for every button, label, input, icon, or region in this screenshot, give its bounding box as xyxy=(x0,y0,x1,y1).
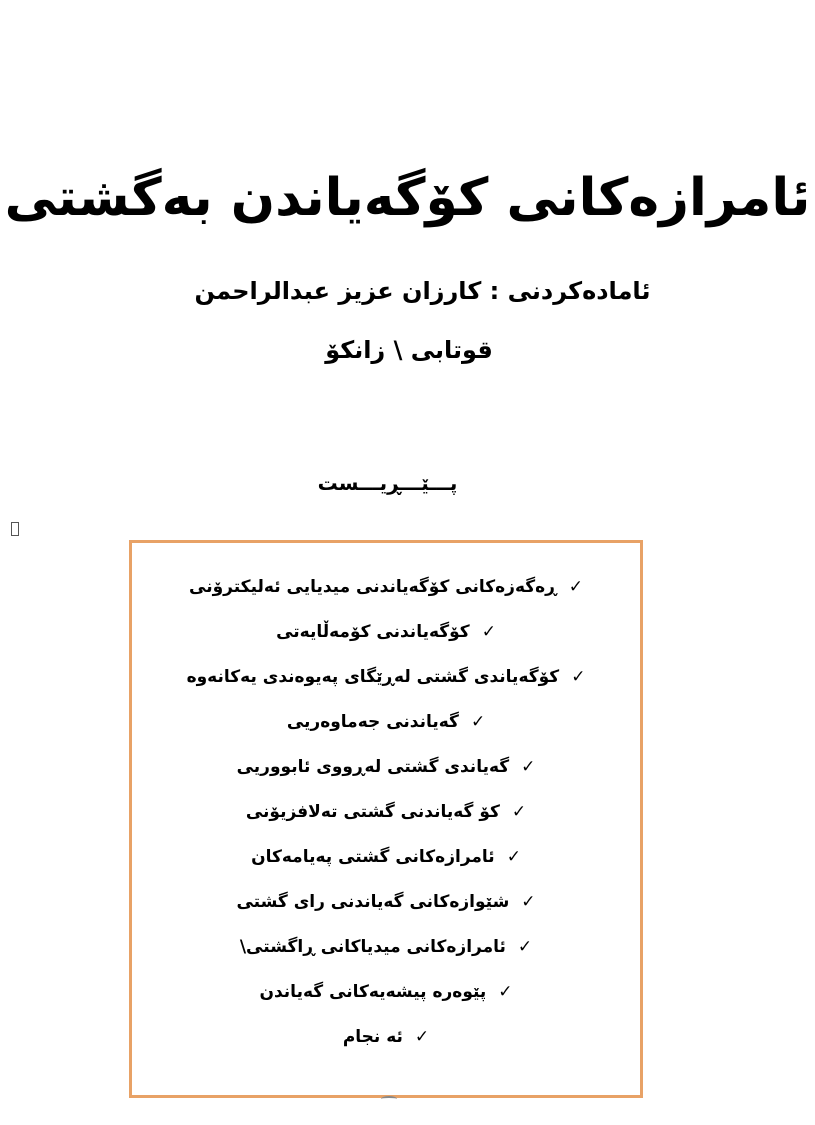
check-mark-icon: ✓ xyxy=(414,1026,430,1047)
toc-item-label: ڕەگەزەکانی کۆگەیاندنی میدیایی ئەلیکترۆنی xyxy=(189,576,557,597)
toc-item-label: گەیاندنی جەماوەریی xyxy=(286,711,459,732)
document-title: ئامرازەکانی کۆگەیاندن بەگشتی xyxy=(4,168,811,228)
toc-item-label: کۆگەیاندی گشتی لەڕێگای پەیوەندی یەکانەوە xyxy=(186,666,560,687)
toc-item-label: گەیاندی گشتی لەڕووی ئابووریی xyxy=(236,756,510,777)
check-mark-icon: ✓ xyxy=(521,891,536,912)
toc-item xyxy=(132,969,640,1014)
check-mark-icon: ✓ xyxy=(498,981,513,1002)
affiliation-line: قوتابی \ زانکۆ xyxy=(325,336,493,364)
toc-item-label: ئامرازەکانی گشتی پەیامەکان xyxy=(251,846,495,867)
check-mark-icon: ✓ xyxy=(521,756,536,777)
toc-item-label: کۆ گەیاندنی گشتی تەلافزیۆنی xyxy=(245,801,500,822)
toc-item-label: پێوەرە پیشەیەکانی گەیاندن xyxy=(259,981,487,1002)
check-mark-icon: ✓ xyxy=(470,711,486,732)
toc-item xyxy=(132,924,640,969)
author-line: ئامادەکردنی : کارزان عزیز عبدالراحمن xyxy=(194,277,651,305)
toc-item xyxy=(132,1014,640,1059)
check-mark-icon: ✓ xyxy=(506,846,521,867)
check-mark-icon: ✓ xyxy=(517,936,533,957)
check-mark-icon: ✓ xyxy=(511,801,527,822)
check-mark-icon: ✓ xyxy=(481,621,496,642)
toc-item xyxy=(132,879,640,924)
toc-box xyxy=(129,540,643,1098)
toc-item xyxy=(132,654,640,699)
missing-glyph-icon xyxy=(11,522,19,536)
toc-item-label: شێوازەکانی گەیاندنی رای گشتی xyxy=(236,891,510,912)
toc-item xyxy=(132,564,640,609)
toc-item-label: ئە نجام xyxy=(342,1026,403,1047)
toc-heading: پـــێـــڕیـــست xyxy=(317,471,458,495)
check-mark-icon: ✓ xyxy=(571,666,586,687)
page-edge-mark xyxy=(381,1096,397,1102)
check-mark-icon: ✓ xyxy=(568,576,583,597)
toc-list xyxy=(132,564,640,1059)
toc-item xyxy=(132,744,640,789)
toc-item xyxy=(132,789,640,834)
toc-item xyxy=(132,699,640,744)
toc-item-label: کۆگەیاندنی کۆمەڵایەتی xyxy=(276,621,470,642)
toc-item xyxy=(132,834,640,879)
toc-item-label: ئامرازەکانی میدیاکانی ڕاگشتی\ xyxy=(239,936,506,957)
toc-item xyxy=(132,609,640,654)
